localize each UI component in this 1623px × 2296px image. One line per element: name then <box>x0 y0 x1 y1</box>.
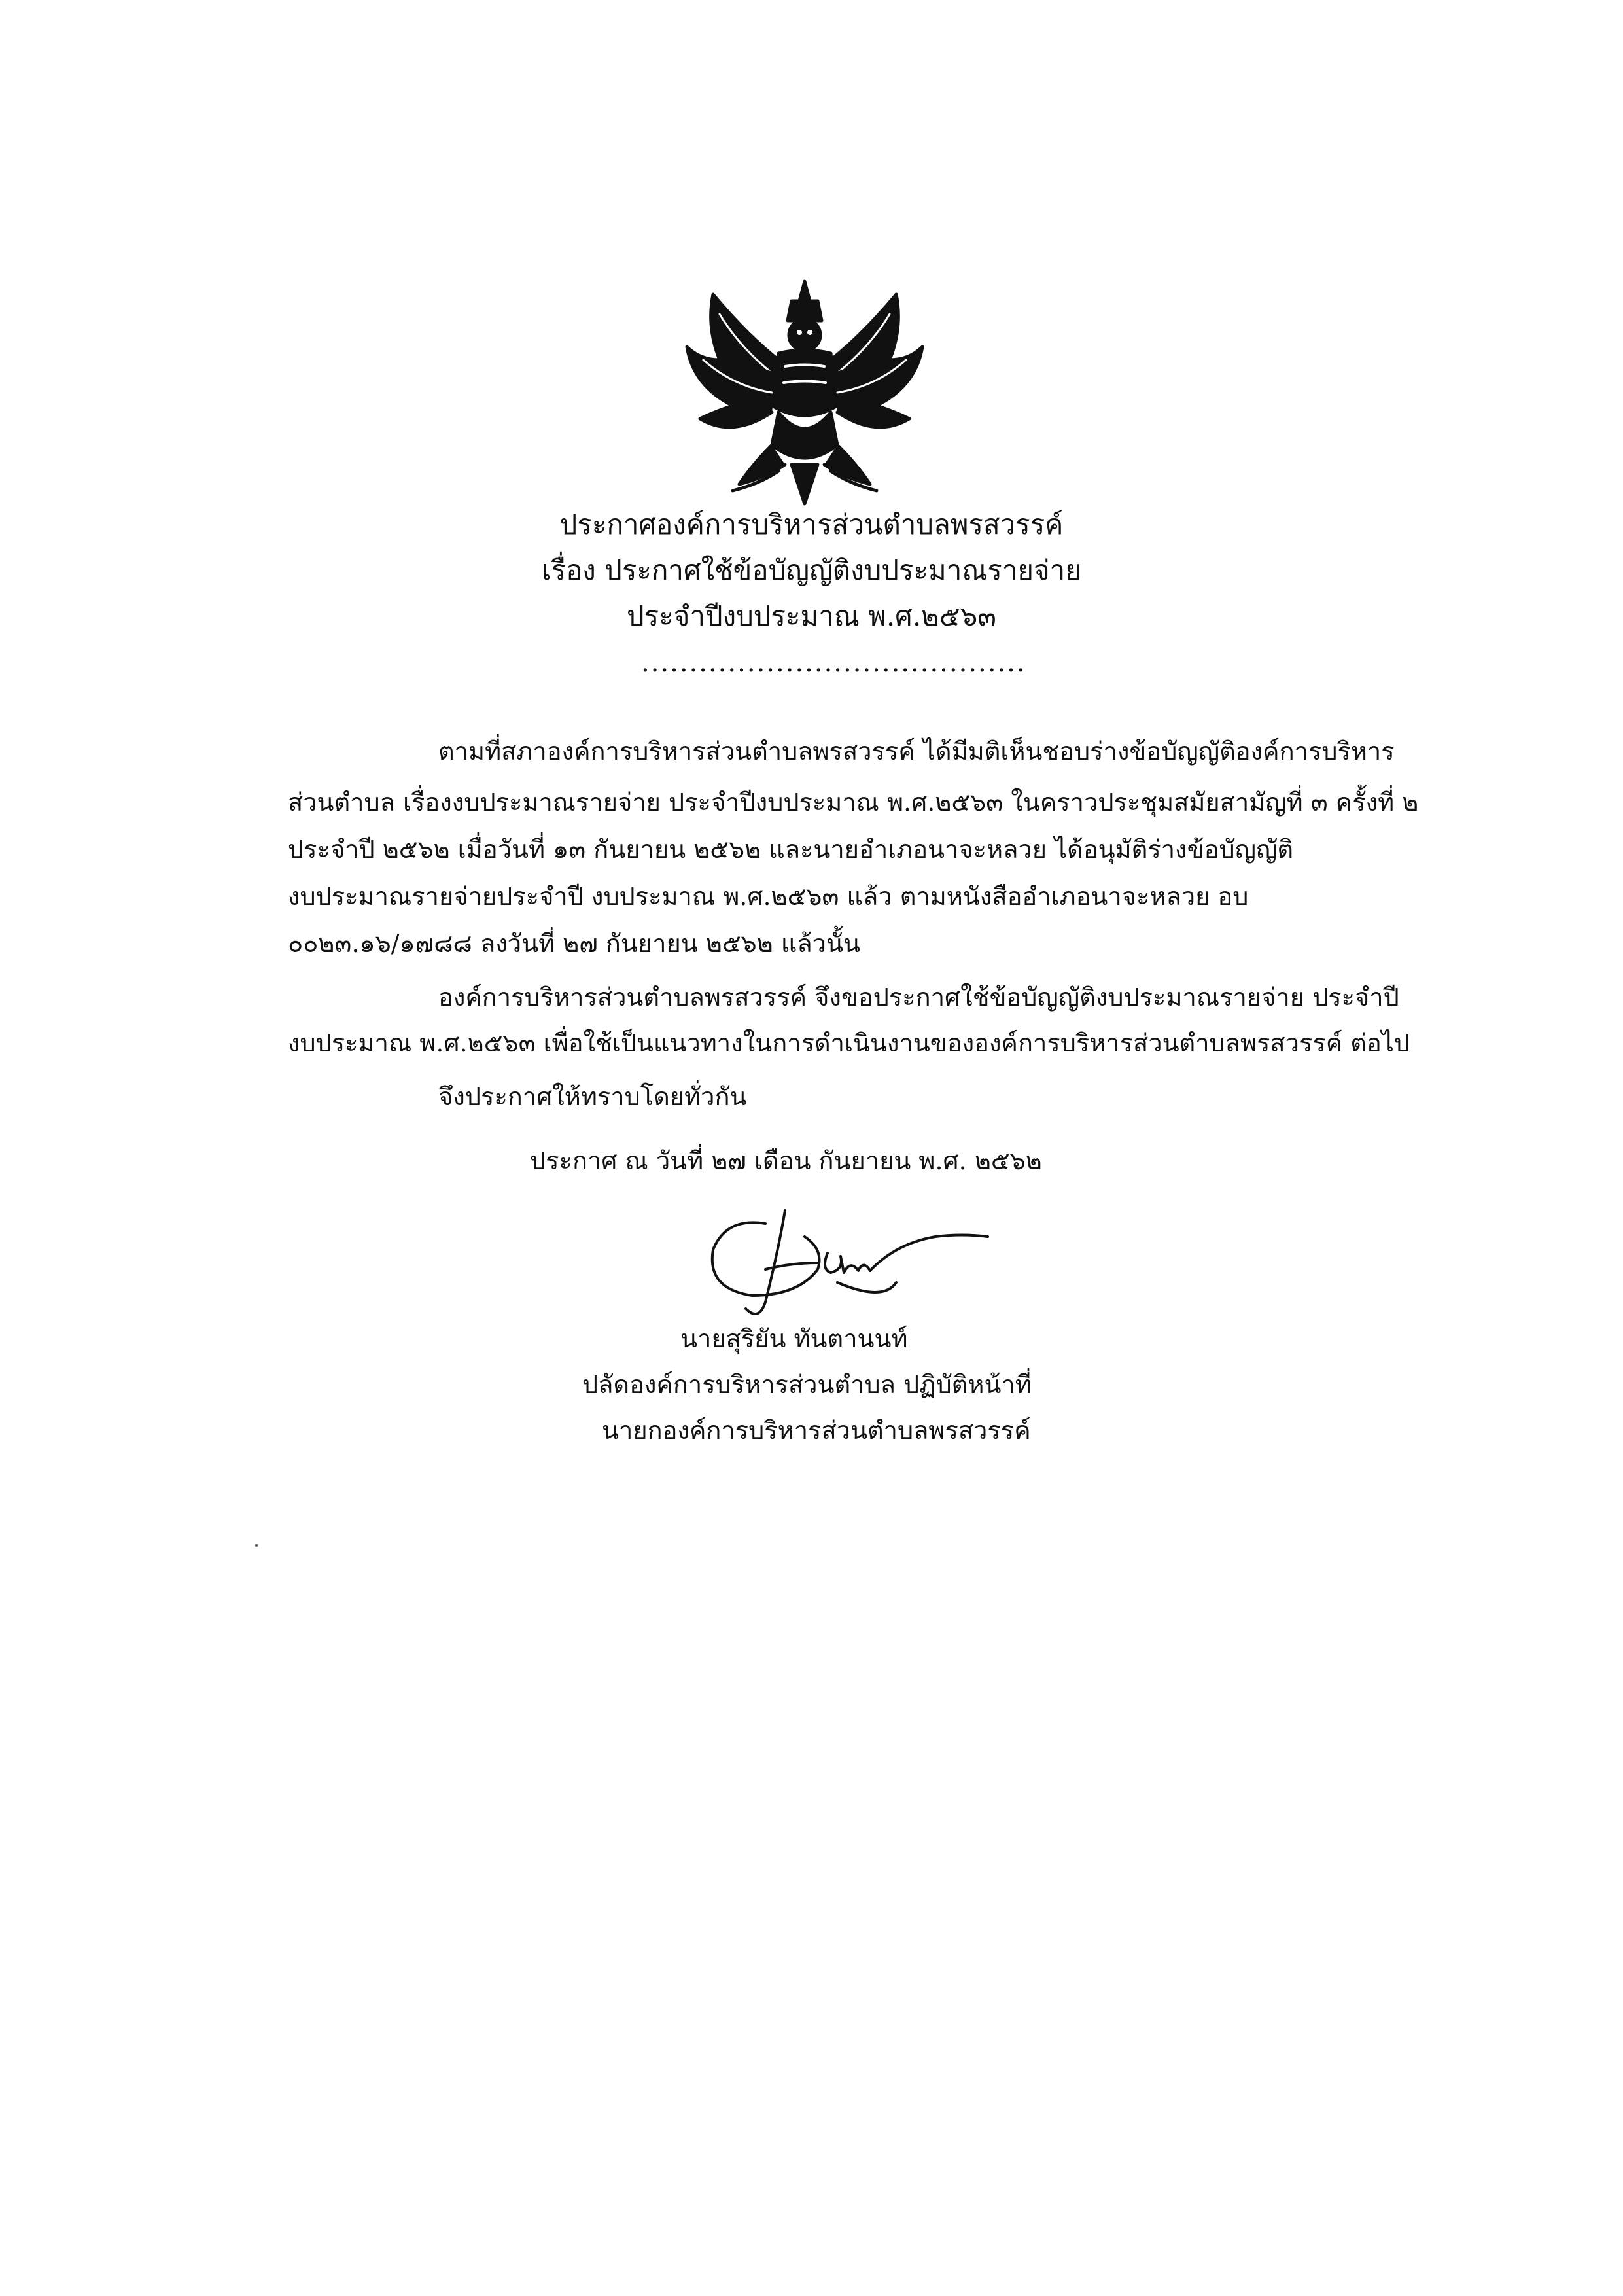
paragraph1-line1: ตามที่สภาองค์การบริหารส่วนตำบลพรสวรรค์ ได้มีมติเห็นชอบร่างข้อบัญญัติองค์การบริหาร <box>438 737 1395 766</box>
scan-speck <box>255 1544 258 1547</box>
announcement-subject: เรื่อง ประกาศใช้ข้อบัญญัติงบประมาณรายจ่าย <box>542 554 1081 586</box>
paragraph2-line2: งบประมาณ พ.ศ.๒๕๖๓ เพื่อใช้เป็นแนวทางในการดำเนินงานขององค์การบริหารส่วนตำบลพรสวรรค์ ต่อไป <box>288 1029 1410 1057</box>
announcement-fiscal-year: ประจำปีงบประมาณ พ.ศ.๒๕๖๓ <box>626 600 997 632</box>
title-separator: ........................................ <box>641 648 1026 678</box>
closing-statement: จึงประกาศให้ทราบโดยทั่วกัน <box>438 1082 747 1111</box>
paragraph1-line2: ส่วนตำบล เรื่องงบประมาณรายจ่าย ประจำปีงบประมาณ พ.ศ.๒๕๖๓ ในคราวประชุมสมัยสามัญที่ ๓ ครั้งที่ ๒ <box>288 788 1419 817</box>
paragraph1-line4: งบประมาณรายจ่ายประจำปี งบประมาณ พ.ศ.๒๕๖๓ แล้ว ตามหนังสืออำเภอนาจะหลวย อบ <box>288 882 1249 911</box>
announcement-title: ประกาศองค์การบริหารส่วนตำบลพรสวรรค์ <box>559 508 1064 540</box>
signatory-name: นายสุริยัน ทันตานนท์ <box>680 1324 908 1353</box>
signatory-position-line1: ปลัดองค์การบริหารส่วนตำบล ปฏิบัติหน้าที่ <box>582 1370 1032 1399</box>
signatory-position-line2: นายกองค์การบริหารส่วนตำบลพรสวรรค์ <box>602 1416 1031 1445</box>
handwritten-signature-icon <box>687 1197 994 1328</box>
announcement-date: ประกาศ ณ วันที่ ๒๗ เดือน กันยายน พ.ศ. ๒๕๖๒ <box>530 1146 1042 1175</box>
paragraph1-line5: ๐๐๒๓.๑๖/๑๗๘๘ ลงวันที่ ๒๗ กันยายน ๒๕๖๒ แล้วนั้น <box>288 929 860 958</box>
garuda-emblem-icon <box>674 275 935 510</box>
paragraph2-line1: องค์การบริหารส่วนตำบลพรสวรรค์ จึงขอประกาศใช้ข้อบัญญัติงบประมาณรายจ่าย ประจำปี <box>438 983 1399 1012</box>
paragraph1-line3: ประจำปี ๒๕๖๒ เมื่อวันที่ ๑๓ กันยายน ๒๕๖๒ และนายอำเภอนาจะหลวย ได้อนุมัติร่างข้อบัญญัติ <box>288 835 1294 864</box>
